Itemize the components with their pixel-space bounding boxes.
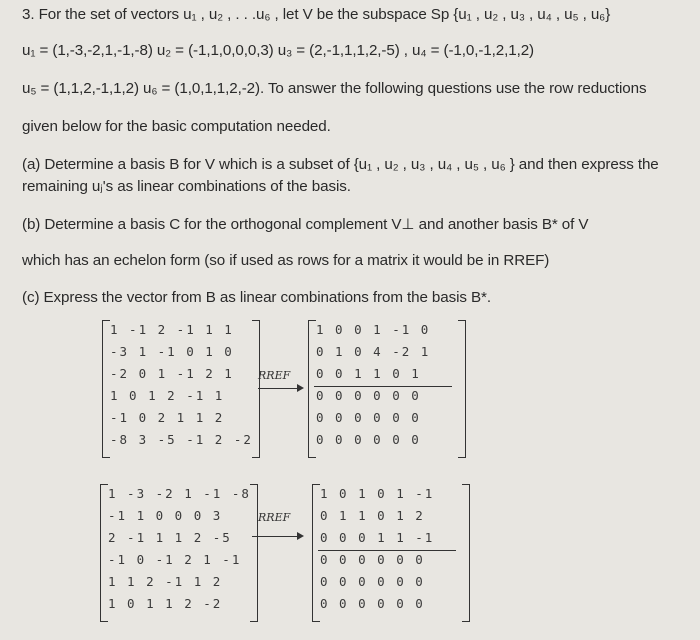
problem-line: u₅ = (1,1,2,-1,1,2) u₆ = (1,0,1,1,2,-2). To answer the following questions use the row reductions: [22, 80, 647, 97]
matrix-row: 0 0 0 1 1 -1: [320, 530, 435, 545]
matrix-row: 0 1 1 0 1 2: [320, 508, 425, 523]
rref-label-bottom: RREF: [258, 511, 291, 524]
matrix-row: 0 0 0 0 0 0: [320, 574, 425, 589]
matrix-row: -3 1 -1 0 1 0: [110, 344, 234, 359]
rref-arrow-icon: [252, 536, 302, 537]
rref-label-top: RREF: [258, 369, 291, 382]
matrix-row: 1 0 0 1 -1 0: [316, 322, 431, 337]
matrix-top-left: [102, 320, 262, 460]
matrix-row: 0 0 0 0 0 0: [320, 596, 425, 611]
problem-line: given below for the basic computation needed.: [22, 118, 331, 135]
matrix-top-right: [308, 320, 476, 460]
matrix-row: -8 3 -5 -1 2 -2: [110, 432, 253, 447]
matrix-row: 2 -1 1 1 2 -5: [108, 530, 232, 545]
matrix-row: 1 0 1 0 1 -1: [320, 486, 435, 501]
matrix-row: -2 0 1 -1 2 1: [110, 366, 234, 381]
matrix-row: 1 -3 -2 1 -1 -8: [108, 486, 251, 501]
matrix-row: 1 1 2 -1 1 2: [108, 574, 223, 589]
matrix-row: -1 0 2 1 1 2: [110, 410, 225, 425]
matrix-row: 0 1 0 4 -2 1: [316, 344, 431, 359]
matrix-row: 1 -1 2 -1 1 1: [110, 322, 234, 337]
matrix-row: -1 1 0 0 0 3: [108, 508, 223, 523]
matrix-row: 0 0 0 0 0 0: [320, 552, 425, 567]
problem-line: (c) Express the vector from B as linear combinations from the basis B*.: [22, 289, 491, 306]
problem-line: (b) Determine a basis C for the orthogonal complement V⊥ and another basis B* of V: [22, 216, 589, 233]
matrix-row: 1 0 1 2 -1 1: [110, 388, 225, 403]
matrix-row: 0 0 0 0 0 0: [316, 410, 421, 425]
problem-line: 3. For the set of vectors u₁ , u₂ , . . .u₆ , let V be the subspace Sp {u₁ , u₂ , u₃ , u₄ , u₅ , u₆}: [22, 6, 611, 23]
matrix-bottom-left: [100, 484, 260, 624]
problem-line: (a) Determine a basis B for V which is a subset of {u₁ , u₂ , u₃ , u₄ , u₅ , u₆ } and then express the: [22, 156, 659, 173]
matrix-row: 0 0 1 1 0 1: [316, 366, 421, 381]
matrix-row: 0 0 0 0 0 0: [316, 388, 421, 403]
problem-line: u₁ = (1,-3,-2,1,-1,-8) u₂ = (-1,1,0,0,0,3) u₃ = (2,-1,1,1,2,-5) , u₄ = (-1,0,-1,2,1,2): [22, 42, 535, 59]
problem-line: which has an echelon form (so if used as rows for a matrix it would be in RREF): [22, 252, 550, 269]
rref-arrow-icon: [258, 388, 302, 389]
problem-line: remaining uⱼ's as linear combinations of the basis.: [22, 178, 351, 195]
matrix-row: -1 0 -1 2 1 -1: [108, 552, 242, 567]
matrix-bottom-right: [312, 484, 480, 624]
matrix-row: 1 0 1 1 2 -2: [108, 596, 223, 611]
matrix-row: 0 0 0 0 0 0: [316, 432, 421, 447]
